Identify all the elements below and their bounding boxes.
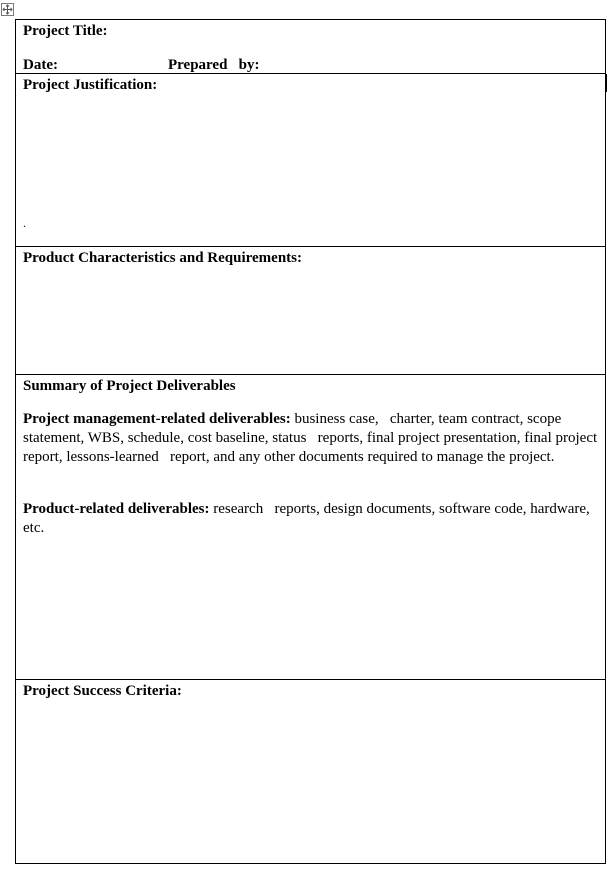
table-move-handle-icon[interactable]	[1, 3, 14, 16]
pm-deliverables-paragraph	[23, 410, 601, 467]
project-title-cell[interactable]	[15, 19, 606, 74]
success-criteria-cell[interactable]	[15, 679, 606, 864]
project-justification-cell[interactable]	[15, 73, 606, 247]
date-label: Date:	[23, 57, 58, 73]
pm-deliverables-text: business case, charter, team contract, scope statement, WBS, schedule, cost baseline, status reports, final project presentation, final project report, lessons-learned report, and any other documents required to manage the project.	[23, 411, 601, 465]
deliverables-heading: Summary of Project Deliverables	[23, 378, 236, 394]
project-justification-label: Project Justification:	[23, 77, 158, 93]
project-title-label: Project Title:	[23, 23, 108, 39]
product-characteristics-label: Product Characteristics and Requirements:	[23, 250, 302, 266]
prepared-by-label: Prepared by:	[168, 57, 260, 73]
pm-deliverables-label: Project management-related deliverables:	[23, 411, 291, 427]
success-criteria-label: Project Success Criteria:	[23, 683, 182, 699]
justification-stray-mark: .	[23, 216, 26, 230]
deliverables-summary-cell[interactable]	[15, 374, 606, 680]
text-cursor-mark	[606, 74, 607, 92]
product-deliverables-label: Product-related deliverables:	[23, 501, 210, 517]
product-deliverables-text: research reports, design documents, software code, hardware, etc.	[23, 501, 594, 536]
product-deliverables-paragraph	[23, 500, 601, 538]
product-characteristics-cell[interactable]	[15, 246, 606, 375]
